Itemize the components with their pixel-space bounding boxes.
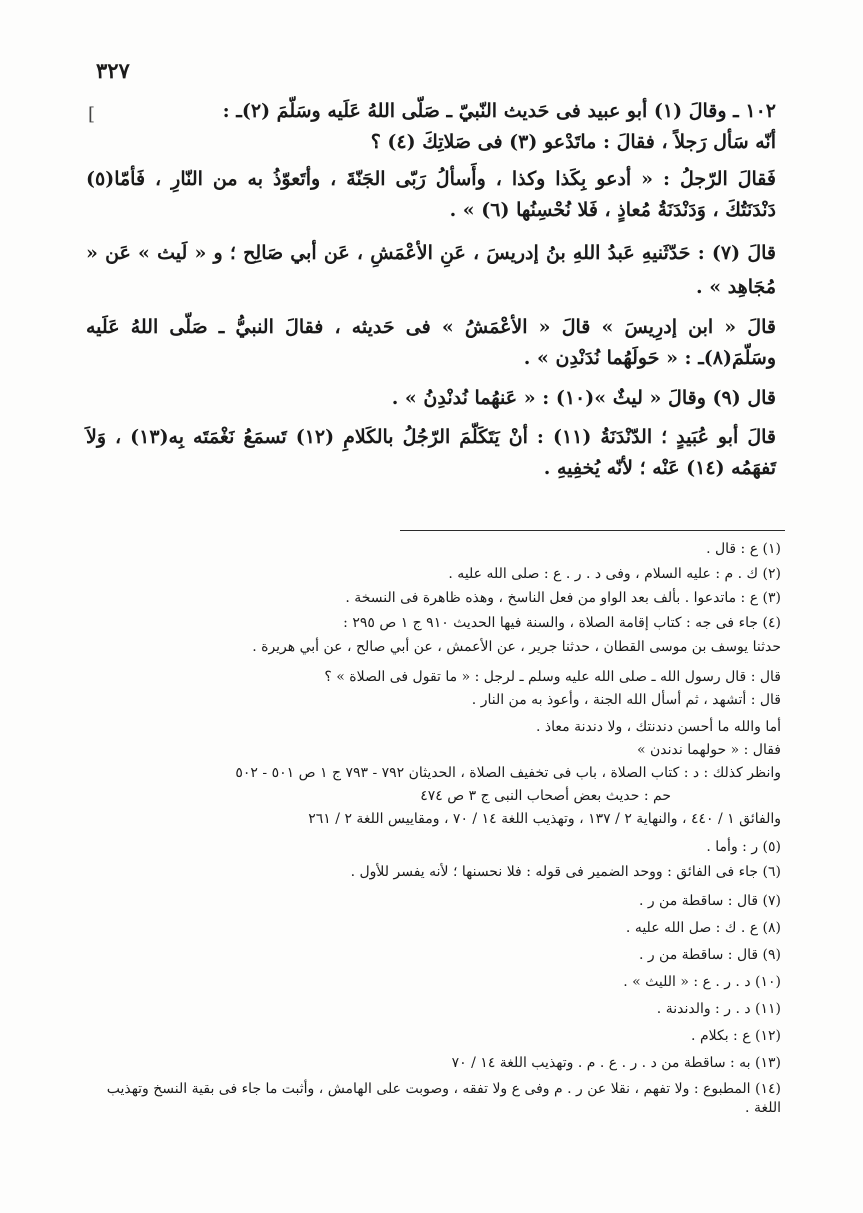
footnote: (٨) ع . ك : صل الله عليه . xyxy=(625,920,781,937)
footnote-continuation: فقال : « حولهما ندندن » xyxy=(636,741,781,758)
footnote: (٧) قال : ساقطة من ر . xyxy=(638,893,781,910)
main-text-paragraph: قالَ أبو عُبَيدٍ ؛ الدّنْدَنَةُ (١١) : أنْ يَتَكَلّمَ الرّجُلُ بالكَلامِ (١٢) تَسمَعُ نَغْمَتَه بِه(١٣) ، وَلاَ تَفهَمُه (١٤) عَنْه ؛ لأنّه يُخفِيهِ . xyxy=(86,426,776,479)
main-text-line: ١٠٢ ـ وقالَ (١) أبو عبيد فى حَديث النّبيّ ـ صَلّى اللهُ عَلَيه وسَلّمَ (٢)ـ : xyxy=(222,100,776,122)
footnote: (١٤) المطبوع : ولا تفهم ، نقلا عن ر . م وفى ع ولا تفقه ، وصوبت على الهامش ، وأثبت ما جاء فى بقية النسخ وتهذيب اللغة . xyxy=(106,1081,781,1117)
footnote-continuation: وانظر كذلك : د : كتاب الصلاة ، باب فى تخفيف الصلاة ، الحديثان ٧٩٢ - ٧٩٣ ج ١ ص ٥٠١ - ٥٠٢ xyxy=(235,764,781,781)
main-text-paragraph: قالَ (٧) : حَدّثَنيهِ عَبدُ اللهِ بنُ إدريسَ ، عَنِ الأعْمَشِ ، عَن أبي صَالِح ؛ و « لَيث » عَن « مُجَاهِد » . xyxy=(86,242,776,298)
footnote-separator xyxy=(400,530,785,531)
footnote: (٩) قال : ساقطة من ر . xyxy=(638,947,781,964)
main-text-paragraph: قالَ « ابن إدرِيسَ » قالَ « الأعْمَشُ » فى حَديثه ، فقالَ النبيُّ ـ صَلّى اللهُ عَلَيه وسَلّمَ(٨)ـ : « حَولَهُما نُدَنْدِن » . xyxy=(86,316,776,369)
footnote: (١٣) به : ساقطة من د . ر . ع . م . وتهذيب اللغة ١٤ / ٧٠ xyxy=(451,1055,781,1072)
footnote-continuation: قال : أتشهد ، ثم أسأل الله الجنة ، وأعوذ به من النار . xyxy=(471,691,781,708)
footnote: (٣) ع : ماتدعوا . بألف بعد الواو من فعل الناسخ ، وهذه ظاهرة فى النسخة . xyxy=(345,590,781,607)
footnote: (٢) ك . م : عليه السلام ، وفى د . ر . ع : صلى الله عليه . xyxy=(448,565,781,582)
footnote: (٦) جاء فى الفائق : ووحد الضمير فى قوله : فلا نحسنها ؛ لأنه يفسر للأول . xyxy=(350,863,781,880)
footnote: (٤) جاء فى جه : كتاب إقامة الصلاة ، والسنة فيها الحديث ٩١٠ ج ١ ص ٢٩٥ : xyxy=(343,614,781,631)
footnote: (١) ع : قال . xyxy=(706,541,781,557)
footnote-continuation: قال : قال رسول الله ـ صلى الله عليه وسلم ـ لرجل : « ما تقول فى الصلاة » ؟ xyxy=(324,668,781,685)
footnote-continuation: حدثنا يوسف بن موسى القطان ، حدثنا جرير ، عن الأعمش ، عن أبي صالح ، عن أبي هريرة . xyxy=(252,639,781,656)
footnote: (١٠) د . ر . ع : « الليث » . xyxy=(623,974,781,991)
footnote: (٥) ر : وأما . xyxy=(706,838,781,855)
footnote-continuation: حم : حديث بعض أصحاب النبى ج ٣ ص ٤٧٤ xyxy=(420,787,671,804)
footnote: (١١) د . ر : والدندنة . xyxy=(656,1001,781,1018)
main-text xyxy=(86,96,776,484)
footnote: (١٢) ع : بكلام . xyxy=(691,1028,781,1045)
main-text-paragraph: فَقالَ الرّجلُ : « أدعو بِكَذا وكذا ، وأَسألُ رَبّى الجَنّةَ ، وأتَعوّذُ به من النّارِ ، فَأمّا(٥) دَنْدَنَتُكَ ، وَدَنْدَنَةُ مُعاذٍ ، فَلا نُحْسِنُها (٦) » . xyxy=(86,168,776,221)
footnote-continuation: والفائق ١ / ٤٤٠ ، والنهاية ٢ / ١٣٧ ، وتهذيب اللغة ١٤ / ٧٠ ، ومقاييس اللغة ٢ / ٢٦١ xyxy=(308,810,781,827)
footnote-continuation: أما والله ما أحسن دندنتك ، ولا دندنة معاذ . xyxy=(536,718,781,735)
main-text-line: قال (٩) وقالَ « ليثٌ »(١٠) : « عَنهُما نُدنْدِنُ » . xyxy=(391,387,776,409)
main-text-line: أنّه سَأل رَجلاً ، فقالَ : ماتَدْعو (٣) فى صَلاتِكَ (٤) ؟ xyxy=(370,131,776,153)
footnotes xyxy=(96,537,781,1122)
margin-bracket-mark: [ xyxy=(88,104,96,125)
page-number: ٣٢٧ xyxy=(96,58,130,83)
